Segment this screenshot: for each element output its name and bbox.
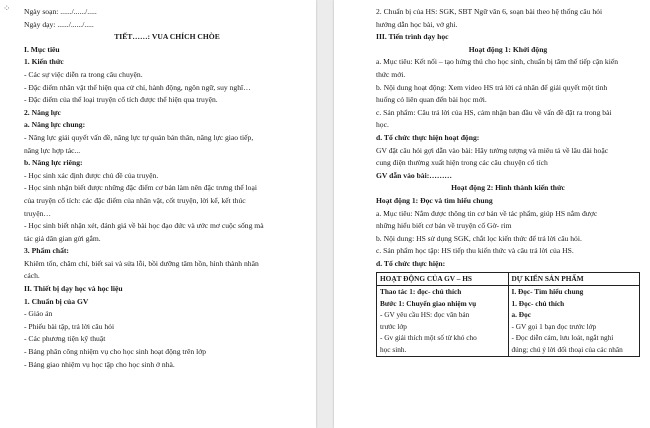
text-line: Ngày dạy: ....../....../..... <box>24 19 94 29</box>
table-cell-product <box>508 286 640 357</box>
text-line: 1. Chuẩn bị của GV <box>24 296 89 306</box>
text-line: - Đặc điểm của thể loại truyện cổ tích được thể hiện qua truyện. <box>24 95 218 105</box>
lesson-plan-table <box>376 272 640 356</box>
document-page-left <box>0 0 316 428</box>
text-line: I. Đọc- Tìm hiểu chung <box>511 287 584 297</box>
text-line: - Gv giải thích một số từ khó cho <box>380 333 477 343</box>
text-line: Hoạt động 1: Đọc và tìm hiểu chung <box>376 195 493 205</box>
text-line: Thao tác 1: đọc- chú thích <box>380 287 462 297</box>
text-line: - Năng lực giải quyết vấn đề, năng lực tự quản bản thân, năng lực giao tiếp, <box>24 132 254 142</box>
text-line: III. Tiến trình dạy học <box>376 32 449 42</box>
text-line: Hoạt động 1: Khởi động <box>468 44 548 54</box>
text-line: - Học sinh xác định được chủ đề của truyện. <box>24 170 159 180</box>
text-line: 1. Đọc- chú thích <box>511 298 565 308</box>
text-line: - Học sinh nhận biết được những đặc điểm cơ bản làm nên đặc trưng thể loại <box>24 183 257 193</box>
text-line: d. Tổ chức thực hiện hoạt động: <box>376 132 480 142</box>
text-line: của truyện cổ tích: các đặc điểm của nhân vật, cốt truyện, lời kể, kết thúc <box>24 195 246 205</box>
document-page-right <box>334 0 650 428</box>
text-line: b. Năng lực riêng: <box>24 158 83 168</box>
text-line: học sinh. <box>380 345 407 355</box>
table-cell-activity <box>377 286 509 357</box>
text-line: đúng; chú ý lời đối thoại của các nhân <box>511 345 623 355</box>
text-line: - Đặc điểm nhân vật thể hiện qua cử chỉ, hành động, ngôn ngữ, suy nghĩ… <box>24 82 251 92</box>
text-line: - Các sự việc diễn ra trong câu chuyện. <box>24 69 143 79</box>
text-line: - Các phương tiện kỹ thuật <box>24 334 106 344</box>
text-line: a. Năng lực chung: <box>24 120 86 130</box>
text-line: 3. Phẩm chất: <box>24 246 69 256</box>
text-line: - Bảng giao nhiệm vụ học tập cho học sinh ở nhà. <box>24 359 175 369</box>
text-line: 1. Kiến thức <box>24 57 64 67</box>
text-line: năng lực hợp tác... <box>24 145 81 155</box>
text-line: 2. Chuẩn bị của HS: SGK, SBT Ngữ văn 6, soạn bài theo hệ thống câu hỏi <box>376 7 603 16</box>
text-line: d. Tổ chức thực hiện: <box>376 258 446 268</box>
text-line: a. Đọc <box>511 310 531 320</box>
text-line: cung điện thường xuất hiện trong các câu chuyện cổ tích <box>376 158 548 168</box>
text-line: GV dẫn vào bài:……… <box>376 170 453 180</box>
text-line: GV đặt câu hỏi gợi dẫn vào bài: Hãy tưởng tượng và miêu tả về lâu đài hoặc <box>376 145 609 155</box>
text-line: trước lớp <box>380 321 407 331</box>
text-line: học. <box>376 120 389 130</box>
text-line: Hoạt động 2: Hình thành kiến thức <box>451 183 565 193</box>
text-line: tác giả dân gian gửi gắm. <box>24 233 101 243</box>
text-line: - GV gọi 1 bạn đọc trước lớp <box>511 321 597 331</box>
text-line: - GV yêu cầu HS: đọc văn bản <box>380 310 470 320</box>
right-page-body <box>376 6 640 270</box>
text-line: cách. <box>24 271 40 281</box>
left-page-body <box>24 6 310 371</box>
table-row <box>377 286 640 357</box>
text-line: a. Mục tiêu: Nắm được thông tin cơ bản về tác phẩm, giúp HS nắm được <box>376 208 598 218</box>
table-header-row <box>377 273 640 286</box>
text-line: TIẾT……: VUA CHÍCH CHÒE <box>114 32 220 42</box>
text-line: hướng dẫn học bài, vở ghi. <box>376 19 458 29</box>
move-handle-icon[interactable]: ⁘ <box>3 4 12 14</box>
text-line: - Đọc diễn cảm, lưu loát, ngắt nghỉ <box>511 333 614 343</box>
text-line: thức mới. <box>376 69 406 79</box>
text-line: Khiêm tốn, chăm chỉ, biết sai và sửa lỗi, bồi dưỡng tâm hồn, hình thành nhân <box>24 258 259 268</box>
table-header-product: DỰ KIẾN SẢN PHẨM <box>508 273 640 286</box>
text-line: b. Nội dung: HS sử dụng SGK, chắt lọc kiến thức để trả lời câu hỏi. <box>376 233 582 243</box>
text-line: huống có liên quan đến bài học mới. <box>376 95 487 105</box>
text-line: - Phiếu bài tập, trả lời câu hỏi <box>24 321 115 331</box>
text-line: 2. Năng lực <box>24 107 61 117</box>
text-line: c. Sản phẩm học tập: HS tiếp thu kiến thức và câu trả lời của HS. <box>376 246 574 256</box>
text-line: - Học sinh biết nhận xét, đánh giá về bài học đạo đức và ước mơ cuộc sống mà <box>24 221 264 231</box>
text-line: - Giáo án <box>24 309 53 319</box>
text-line: truyện… <box>24 208 51 218</box>
text-line: I. Mục tiêu <box>24 44 60 54</box>
table-header-activity: HOẠT ĐỘNG CỦA GV – HS <box>377 273 509 286</box>
text-line: b. Nội dung hoạt động: Xem video HS trả lời cá nhân để giải quyết một tình <box>376 82 608 92</box>
text-line: Bước 1: Chuyển giao nhiệm vụ <box>380 298 477 308</box>
text-line: - Bảng phân công nhiệm vụ cho học sinh hoạt động trên lớp <box>24 347 207 357</box>
text-line: những hiểu biết cơ bản về truyện cổ Gờ- rim <box>376 221 512 231</box>
text-line: II. Thiết bị dạy học và học liệu <box>24 284 123 294</box>
text-line: a. Mục tiêu: Kết nối – tạo hứng thú cho học sinh, chuẩn bị tâm thế tiếp cận kiến <box>376 57 618 67</box>
text-line: c. Sản phẩm: Câu trả lời của HS, cảm nhận ban đầu về vấn đề đặt ra trong bài <box>376 107 612 117</box>
text-line: Ngày soạn: ....../....../..... <box>24 7 97 16</box>
